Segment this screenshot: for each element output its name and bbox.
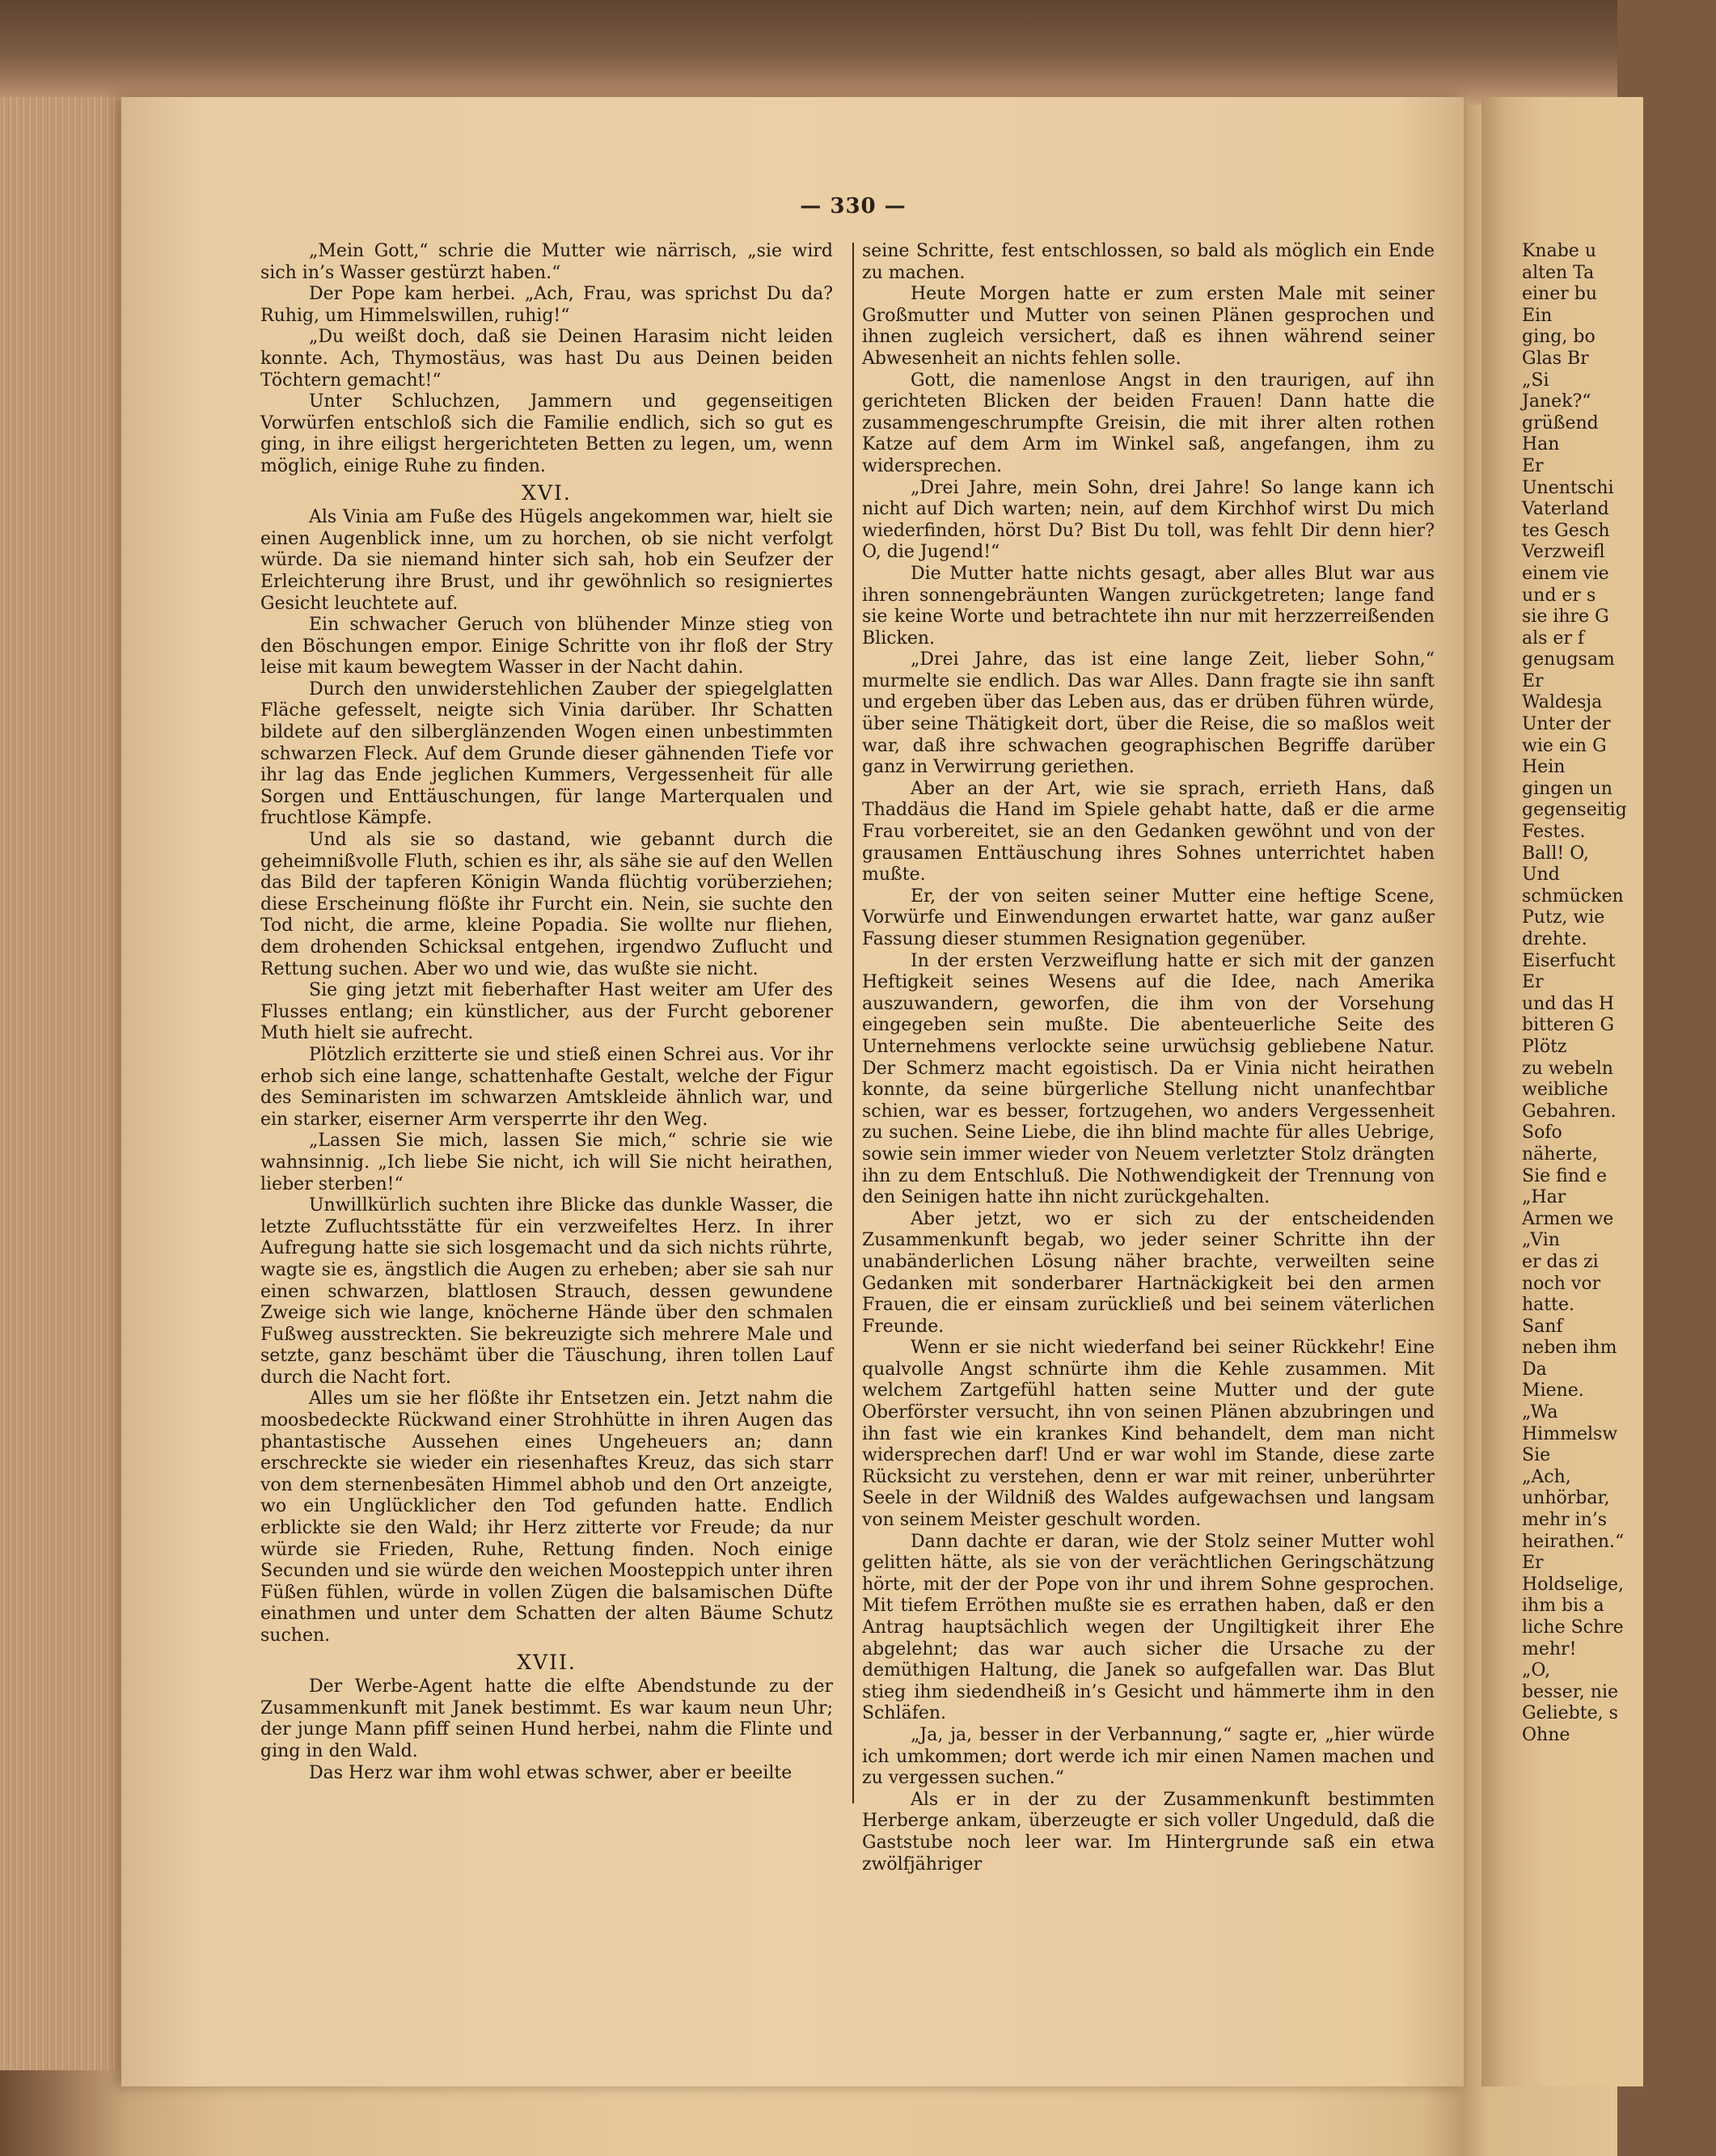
paragraph: Und als sie so dastand, wie gebannt durch die geheimnißvolle Fluth, schien es ihr, als sähe sie auf den Wellen das Bild der tapferen Königin Wanda flüchtig vorüberziehen; diese Erscheinung flößte ihr Furcht ein. Nein, sie suchte den Tod nicht, die arme, kleine Popadia. Sie wollte nur fliehen, dem drohenden Schicksal entgehen, irgendwo Zuflucht und Rettung suchen. Aber wo und wie, das wußte sie nicht.	[260, 830, 833, 979]
paragraph: Als er in der zu der Zusammenkunft bestimmten Herberge ankam, überzeugte er sich voller Ungeduld, daß die Gaststube noch leer war. Im Hintergrunde saß ein etwa zwölfjähriger	[862, 1789, 1435, 1875]
paragraph: „Mein Gott,“ schrie die Mutter wie närrisch, „sie wird sich in’s Wasser gestürzt haben.“	[260, 241, 833, 283]
next-page-column	[1522, 241, 1716, 1794]
paragraph: Unwillkürlich suchten ihre Blicke das dunkle Wasser, die letzte Zufluchtsstätte für ein verzweifeltes Herz. In ihrer Aufregung hatte sie sich losgemacht und da sich nichts rührte, wagte sie es, ängstlich die Augen zu erheben; aber sie sah nur einen schwarzen, blattlosen Strauch, dessen gewundene Zweige sich wie lange, knöcherne Hände über den schmalen Fußweg ausstreckten. Sie bekreuzigte sich mehrere Male und setzte, ganz beschämt über die Täuschung, ihren tollen Lauf durch die Nacht fort.	[260, 1195, 833, 1388]
next-page-line-fragment: grüßend	[1522, 412, 1599, 433]
paragraph: Als Vinia am Fuße des Hügels angekommen war, hielt sie einen Augenblick inne, um zu horchen, ob sie nicht verfolgt würde. Da sie niemand hinter sich sah, hob ein Seufzer der Erleichterung ihre Brust, und ihr gewöhnlich so resigniertes Gesicht leuchtete auf.	[260, 507, 833, 614]
next-page-line-fragment: unhörbar,	[1522, 1488, 1610, 1509]
next-page-line-fragment: Da	[1522, 1359, 1547, 1380]
next-page-line-fragment: Ball! O,	[1522, 843, 1589, 864]
next-page-line-fragment: Janek?“	[1522, 391, 1591, 412]
next-page-line-fragment: Ohne	[1522, 1724, 1570, 1745]
next-page-line-fragment: Er	[1522, 455, 1544, 476]
next-page-line-fragment: neben ihm	[1522, 1338, 1617, 1359]
section-heading-xvii: XVII.	[517, 1650, 577, 1674]
next-page-line-fragment: wie ein G	[1522, 735, 1607, 756]
paragraph: Sie ging jetzt mit fieberhafter Hast weiter am Ufer des Flusses entlang; ein künstlicher, aus der Furcht geborener Muth hielt sie aufrecht.	[260, 980, 833, 1044]
paragraph: Er, der von seiten seiner Mutter eine heftige Scene, Vorwürfe und Einwendungen erwartet hatte, war ganz außer Fassung dieser stummen Resignation gegenüber.	[862, 886, 1435, 949]
next-page-line-fragment: Er	[1522, 670, 1544, 691]
next-page-line-fragment: ihm bis a	[1522, 1596, 1604, 1617]
paragraph: Gott, die namenlose Angst in den traurigen, auf ihn gerichteten Blicken der beiden Frauen! Dann hatte die zusammengeschrumpfte Greisin, die mit ihrer alten rothen Katze auf dem Arm im Winkel saß, angefangen, ihm zu widersprechen.	[862, 370, 1435, 476]
paragraph: Dann dachte er daran, wie der Stolz seiner Mutter wohl gelitten hätte, als sie von der verächtlichen Geringschätzung hörte, mit der der Pope von ihr und ihrem Sohne gesprochen. Mit tiefem Erröthen mußte sie es errathen haben, daß er den Antrag hauptsächlich wegen der Ungiltigkeit ihrer Ehe abgelehnt; das war auch sicher die Ursache zu der demüthigen Haltung, die Janek so aufgefallen war. Das Blut stieg ihm siedendheiß in’s Gesicht und hämmerte ihm in den Schläfen.	[862, 1531, 1435, 1724]
next-page-line-fragment: Sie find e	[1522, 1165, 1608, 1186]
next-page-line-fragment: Sanf	[1522, 1316, 1563, 1337]
paragraph: Aber an der Art, wie sie sprach, errieth Hans, daß Thaddäus die Hand im Spiele gehabt hatte, daß er die arme Frau vorbereitet, sie an den Gedanken gewöhnt und von der grausamen Enttäuschung ihres Sohnes unterrichtet haben mußte.	[862, 778, 1435, 886]
next-page-line-fragment: „Si	[1522, 370, 1549, 391]
next-page-line-fragment: genugsam	[1522, 649, 1615, 670]
next-page-line-fragment: Han	[1522, 434, 1560, 455]
next-page-line-fragment: „Wa	[1522, 1402, 1558, 1423]
paragraph: Ein schwacher Geruch von blühender Minze stieg von den Böschungen empor. Einige Schritte von ihr floß der Stry leise mit kaum bewegtem Wasser in der Nacht dahin.	[260, 615, 833, 679]
next-page-line-fragment: Geliebte, s	[1522, 1703, 1618, 1724]
next-page-line-fragment: näherte,	[1522, 1144, 1598, 1165]
next-page-line-fragment: Ein	[1522, 305, 1553, 326]
continuation-line: seine Schritte, fest entschlossen, so bald als möglich ein Ende zu machen.	[862, 241, 1435, 283]
next-page-line-fragment: einer bu	[1522, 284, 1598, 305]
next-page-line-fragment: schmücken	[1522, 886, 1624, 907]
next-page-line-fragment: Vaterland	[1522, 499, 1609, 520]
next-page-line-fragment: mehr!	[1522, 1638, 1577, 1659]
next-page-line-fragment: als er f	[1522, 628, 1585, 649]
next-page-line-fragment: Er	[1522, 972, 1544, 993]
next-page-line-fragment: und das H	[1522, 993, 1615, 1014]
next-page-line-fragment: Und	[1522, 865, 1560, 886]
left-column	[260, 241, 833, 1810]
paragraph: Aber jetzt, wo er sich zu der entscheidenden Zusammenkunft begab, wo jeder seiner Schritte ihn der unabänderlichen Lösung näher brachte, verweilten seine Gedanken mit sonderbarer Hartnäckigkeit bei den armen Frauen, die er einsam zurückließ und bei seinem väterlichen Freunde.	[862, 1208, 1435, 1337]
next-page-line-fragment: gingen un	[1522, 778, 1612, 799]
next-page-line-fragment: Armen we	[1522, 1208, 1614, 1229]
next-page-line-fragment: alten Ta	[1522, 262, 1595, 283]
next-page-line-fragment: noch vor	[1522, 1273, 1601, 1294]
next-page-line-fragment: hatte.	[1522, 1295, 1574, 1316]
next-page-line-fragment: Festes.	[1522, 822, 1586, 843]
next-page-line-fragment: bitteren G	[1522, 1015, 1615, 1036]
next-page-line-fragment: Himmelsw	[1522, 1423, 1618, 1444]
next-page-line-fragment: „Vin	[1522, 1230, 1560, 1251]
next-page-line-fragment: Hein	[1522, 757, 1566, 778]
next-page-line-fragment: sie ihre G	[1522, 607, 1609, 628]
next-page-line-fragment: Gebahren.	[1522, 1101, 1617, 1122]
paragraph: Das Herz war ihm wohl etwas schwer, aber er beeilte	[309, 1762, 792, 1783]
next-page-line-fragment: drehte.	[1522, 929, 1587, 949]
paragraph: „Drei Jahre, das ist eine lange Zeit, lieber Sohn,“ murmelte sie endlich. Das war Alles. Dann fragte sie ihn sanft und ergeben über das Leben aus, das er drüben führen würde, über seine Thätigkeit dort, über die Reise, die so maßlos weit war, daß ihre schwachen geographischen Begriffe darüber ganz in Verwirrung geriethen.	[862, 649, 1435, 778]
next-page-line-fragment: Plötz	[1522, 1036, 1567, 1057]
next-page-line-fragment: mehr in’s	[1522, 1510, 1608, 1531]
column-divider	[852, 243, 854, 1803]
next-page-line-fragment: Sofo	[1522, 1122, 1562, 1144]
next-page-line-fragment: Unter der	[1522, 714, 1611, 735]
next-page-line-fragment: Unentschi	[1522, 477, 1614, 498]
paragraph: In der ersten Verzweiflung hatte er sich mit der ganzen Heftigkeit seines Wesens auf die Idee, nach Amerika auszuwandern, geworfen, die ihm von der Vorsehung eingegeben sein mußte. Die abenteuerliche Seite des Unternehmens verlockte seine urwüchsig gebliebene Natur. Der Schmerz macht egoistisch. Da er Vinia nicht heirathen konnte, da seine bürgerliche Stellung nicht unanfechtbar schien, war es besser, fortzugehen, wo anders Vergessenheit zu suchen. Seine Liebe, die ihn blind machte für alles Uebrige, sowie sein immer wieder von Neuem verletzter Stolz drängten ihn zu dem Entschluß. Die Nothwendigkeit der Trennung von den Seinigen hatte ihn nicht zurückgehalten.	[862, 950, 1435, 1208]
next-page-line-fragment: weibliche	[1522, 1080, 1608, 1101]
paragraph: Der Pope kam herbei. „Ach, Frau, was sprichst Du da? Ruhig, um Himmelswillen, ruhig!“	[260, 284, 833, 326]
next-page-line-fragment: er das zi	[1522, 1251, 1599, 1272]
next-page-line-fragment: ging, bo	[1522, 327, 1596, 348]
book-top-edge	[0, 0, 1617, 105]
next-page-line-fragment: Putz, wie	[1522, 907, 1605, 928]
next-page-line-fragment: Waldesja	[1522, 692, 1603, 713]
paragraph-group	[260, 1676, 833, 1784]
paragraph: Die Mutter hatte nichts gesagt, aber alles Blut war aus ihren sonnengebräunten Wangen zurückgetreten; lange fand sie keine Worte und betrachtete ihn nur mit herzzerreißenden Blicken.	[862, 563, 1435, 649]
next-page-line-fragment: Eiserfucht	[1522, 950, 1616, 971]
next-page-line-fragment: Er	[1522, 1553, 1544, 1574]
next-page-line-fragment: Sie	[1522, 1445, 1551, 1466]
next-page-line-fragment: zu webeln	[1522, 1058, 1613, 1079]
next-page-line-fragment: tes Gesch	[1522, 520, 1610, 541]
paragraph: „Du weißt doch, daß sie Deinen Harasim nicht leiden konnte. Ach, Thymostäus, was hast Du aus Deinen beiden Töchtern gemacht!“	[260, 327, 833, 391]
next-page-line-fragment: liche Schre	[1522, 1617, 1624, 1638]
page-number: — 330 —	[800, 194, 907, 218]
next-page-line-fragment: einem vie	[1522, 563, 1609, 584]
right-column	[862, 241, 1435, 1875]
next-page-line-fragment: „O,	[1522, 1660, 1551, 1681]
next-page-line-fragment: besser, nie	[1522, 1681, 1619, 1702]
paragraph: Unter Schluchzen, Jammern und gegenseitigen Vorwürfen entschloß sich die Familie endlich, sich so gut es ging, in ihre eiligst hergerichteten Betten zu legen, um, wenn möglich, einige Ruhe zu finden.	[260, 391, 833, 476]
paragraph: Durch den unwiderstehlichen Zauber der spiegelglatten Fläche gefesselt, neigte sich Vinia darüber. Ihr Schatten bildete auf den silberglänzenden Wogen einen unbestimmten schwarzen Fleck. Auf dem Grunde dieser gähnenden Tiefe vor ihr lag das Ende jeglichen Kummers, Vergessenheit für alle Sorgen und Enttäuschungen, für lange Marterqualen und fruchtlose Kämpfe.	[260, 679, 833, 829]
next-page-line-fragment: und er s	[1522, 585, 1596, 606]
next-page-line-fragment: Holdselige,	[1522, 1574, 1625, 1595]
next-page-line-fragment: heirathen.“	[1522, 1531, 1625, 1552]
paragraph: Der Werbe-Agent hatte die elfte Abendstunde zu der Zusammenkunft mit Janek bestimmt. Es war kaum neun Uhr; der junge Mann pfiff seinen Hund herbei, nahm die Flinte und ging in den Wald.	[260, 1676, 833, 1761]
next-page-line-fragment: Knabe u	[1522, 241, 1596, 261]
paragraph: „Drei Jahre, mein Sohn, drei Jahre! So lange kann ich nicht auf Dich warten; nein, auf dem Kirchhof wirst Du mich wiederfinden, hörst Du? Bist Du toll, was fehlt Dir denn hier? O, die Jugend!“	[862, 477, 1435, 563]
section-heading-xvi: XVI.	[522, 480, 572, 505]
paragraph-group	[260, 241, 833, 478]
paragraph-group	[862, 284, 1435, 1875]
next-page-line-fragment: Miene.	[1522, 1380, 1584, 1401]
paragraph: „Lassen Sie mich, lassen Sie mich,“ schrie sie wie wahnsinnig. „Ich liebe Sie nicht, ich will Sie nicht heirathen, lieber sterben!“	[260, 1131, 833, 1194]
paragraph: Heute Morgen hatte er zum ersten Male mit seiner Großmutter und Mutter von seinen Plänen gesprochen und ihnen zugleich versichert, daß es ihnen während seiner Abwesenheit an nichts fehlen solle.	[862, 284, 1435, 369]
paragraph-group	[260, 507, 833, 1647]
next-page-line-fragment: gegenseitig	[1522, 800, 1627, 821]
paragraph: Wenn er sie nicht wiederfand bei seiner Rückkehr! Eine qualvolle Angst schnürte ihm die Kehle zusammen. Mit welchem Zartgefühl hatten seine Mutter und der gute Oberförster versucht, ihn von seinen Plänen abzubringen und ihn fast wie ein krankes Kind behandelt, dem man nicht widersprechen darf! Und er war wohl im Stande, diese zarte Rücksicht zu verstehen, denn er war mit reiner, unberührter Seele in der Wildniß des Waldes aufgewachsen und langsam von seinem Meister geschult worden.	[862, 1338, 1435, 1531]
next-page-line-fragment: Glas Br	[1522, 348, 1589, 369]
page-stack-edge	[0, 97, 137, 2070]
next-page-line-fragment: Verzweifl	[1522, 542, 1605, 563]
paragraph: Alles um sie her flößte ihr Entsetzen ein. Jetzt nahm die moosbedeckte Rückwand einer Strohhütte in ihren Augen das phantastische Aussehen eines Ungeheuers an; dann erschreckte sie wieder ein riesenhaftes Kreuz, das sich starr von dem sternenbesäten Himmel abhob und den Ort anzeigte, wo ein Unglücklicher den Tod gefunden hatte. Endlich erblickte sie den Wald; ihr Herz zitterte vor Freude; da nur würde sie Frieden, Ruhe, Rettung finden. Noch einige Secunden und sie würde den weichen Moosteppich unter ihren Füßen fühlen, würde in vollen Zügen die balsamischen Düfte einathmen und unter dem Schatten der alten Bäume Schutz suchen.	[260, 1389, 833, 1646]
next-page-line-fragment: „Ach,	[1522, 1466, 1571, 1487]
paragraph: Plötzlich erzitterte sie und stieß einen Schrei aus. Vor ihr erhob sich eine lange, schattenhafte Gestalt, welche der Figur des Seminaristen im schwarzen Amtskleide ähnlich war, und ein starker, eiserner Arm versperrte ihr den Weg.	[260, 1044, 833, 1130]
next-page-line-fragment: „Har	[1522, 1187, 1566, 1208]
paragraph: „Ja, ja, besser in der Verbannung,“ sagte er, „hier würde ich umkommen; dort werde ich mir einen Namen machen und zu vergessen suchen.“	[862, 1724, 1435, 1789]
